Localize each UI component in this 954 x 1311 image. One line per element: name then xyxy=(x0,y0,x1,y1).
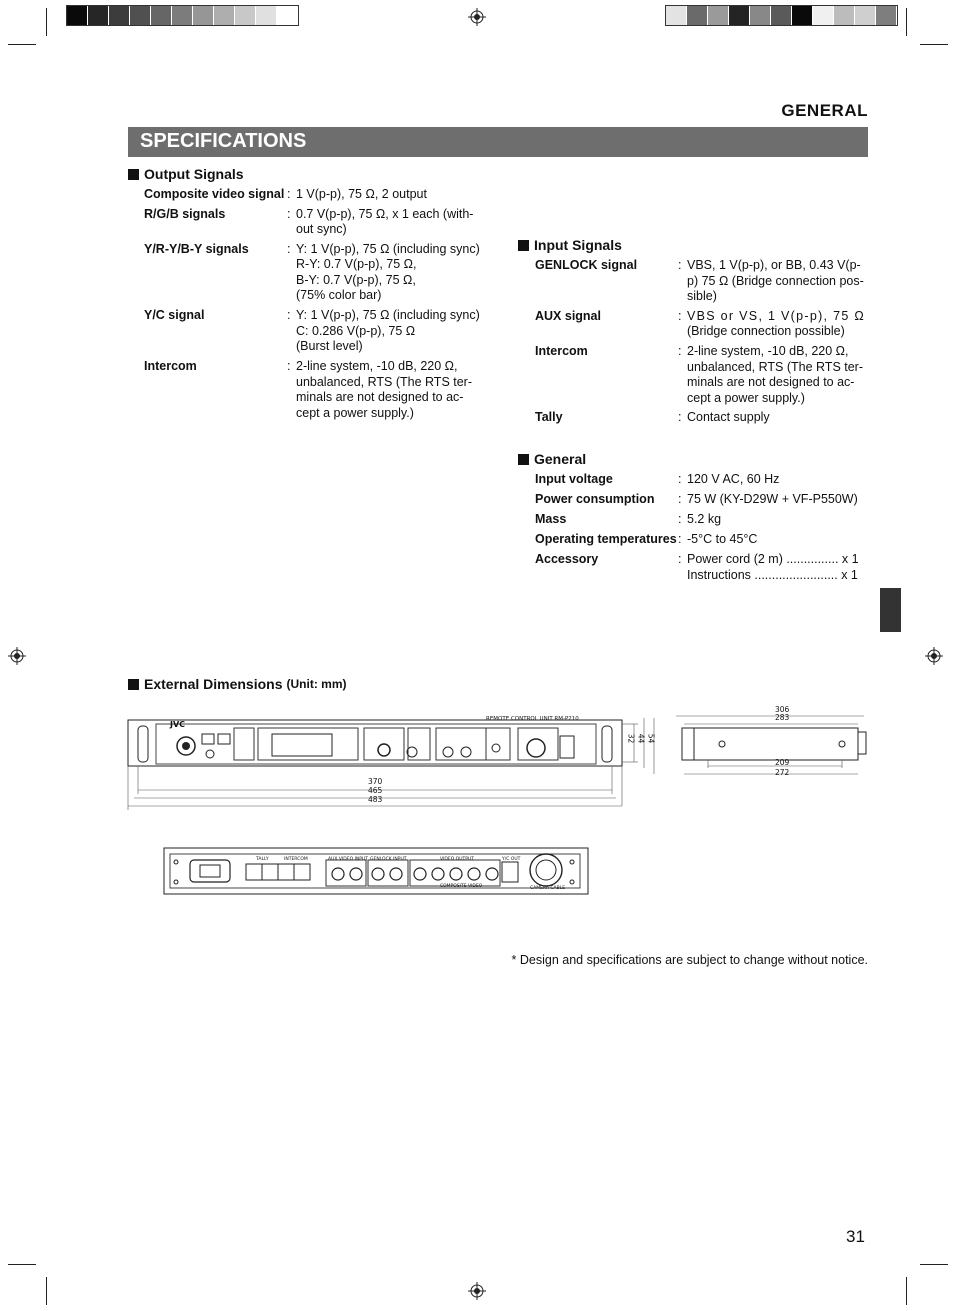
spec-value xyxy=(678,492,869,508)
crop-mark xyxy=(906,1277,907,1305)
spec-value xyxy=(678,472,869,488)
calibration-swatch xyxy=(214,6,235,25)
dim-height-32: 32 xyxy=(626,733,636,744)
spec-label: Mass xyxy=(535,512,567,526)
side-view-drawing xyxy=(672,712,872,780)
spec-value xyxy=(678,308,869,340)
colon-separator: : xyxy=(287,187,291,201)
spec-value-line: 5.2 kg xyxy=(687,512,722,526)
calibration-swatch xyxy=(666,6,687,25)
spec-value-line: 120 V AC, 60 Hz xyxy=(687,472,780,486)
spec-value xyxy=(678,532,869,548)
side-tab-marker xyxy=(880,588,901,632)
spec-value-line: -5°C to 45°C xyxy=(687,532,758,546)
crop-mark xyxy=(920,44,948,45)
spec-value-line: VBS, 1 V(p-p), or BB, 0.43 V(p- xyxy=(687,258,861,272)
registration-mark-icon xyxy=(8,647,26,665)
dim-width-465: 465 xyxy=(368,786,383,795)
page-number: 31 xyxy=(846,1227,865,1246)
colon-separator: : xyxy=(678,472,682,486)
calibration-swatch xyxy=(855,6,876,25)
colon-separator: : xyxy=(287,308,291,323)
registration-mark-icon xyxy=(468,8,486,26)
calibration-swatch xyxy=(277,6,298,25)
square-bullet-icon xyxy=(518,240,529,251)
registration-mark-icon xyxy=(925,647,943,665)
spec-value-line: minals are not designed to ac- xyxy=(296,390,464,404)
spec-label: Power consumption xyxy=(535,492,655,506)
colon-separator: : xyxy=(287,359,291,373)
spec-value-line: (75% color bar) xyxy=(296,288,382,303)
calibration-swatch xyxy=(109,6,130,25)
calibration-swatch xyxy=(792,6,813,25)
spec-value-line: (Bridge connection possible) xyxy=(687,324,845,339)
dim-side-272: 272 xyxy=(775,768,790,777)
calibration-swatch xyxy=(235,6,256,25)
general-heading: General xyxy=(518,451,586,467)
calibration-strip-left xyxy=(66,5,299,26)
spec-value-line: 75 W (KY-D29W + VF-P550W) xyxy=(687,492,858,506)
dim-width-370: 370 xyxy=(368,777,383,786)
calibration-swatch xyxy=(193,6,214,25)
spec-value xyxy=(287,187,480,203)
crop-mark xyxy=(46,8,47,36)
calibration-swatch xyxy=(256,6,277,25)
rear-label-aux-video: AUX VIDEO INPUT xyxy=(328,857,369,862)
colon-separator: : xyxy=(678,258,682,272)
rear-label-genlock: GENLOCK INPUT xyxy=(370,857,407,862)
registration-mark-icon xyxy=(468,1282,486,1300)
spec-value-line: cept a power supply.) xyxy=(687,390,805,405)
spec-value-line: Contact supply xyxy=(687,410,770,425)
calibration-swatch xyxy=(687,6,708,25)
external-dimensions-heading: External Dimensions (Unit: mm) xyxy=(128,676,347,692)
spec-label: Y/R-Y/B-Y signals xyxy=(144,241,249,256)
crop-mark xyxy=(8,1264,36,1265)
spec-label: Composite video signal xyxy=(144,187,285,201)
rear-view-drawing xyxy=(162,846,592,896)
calibration-swatch xyxy=(876,6,897,25)
spec-value-line: Y: 1 V(p-p), 75 Ω (including sync) xyxy=(296,308,480,323)
dim-height-44: 44 xyxy=(636,733,646,744)
spec-label: Intercom xyxy=(535,344,588,358)
calibration-swatch xyxy=(67,6,88,25)
calibration-swatch xyxy=(88,6,109,25)
spec-value xyxy=(287,308,480,355)
title-bar xyxy=(128,127,868,157)
spec-value xyxy=(678,410,869,426)
colon-separator: : xyxy=(287,206,291,221)
spec-value xyxy=(287,206,480,238)
model-label: REMOTE CONTROL UNIT RM-P210 xyxy=(486,716,579,722)
section-header: GENERAL xyxy=(781,101,868,120)
colon-separator: : xyxy=(678,344,682,358)
dim-side-306: 306 xyxy=(775,705,790,714)
spec-label: Input voltage xyxy=(535,472,613,486)
output-signals-heading: Output Signals xyxy=(128,166,244,182)
spec-label: Intercom xyxy=(144,359,197,373)
rear-label-tally: TALLY xyxy=(256,857,269,862)
spec-value-line: p) 75 Ω (Bridge connection pos- xyxy=(687,273,864,288)
spec-value-line: unbalanced, RTS (The RTS ter- xyxy=(687,359,864,374)
spec-label: Y/C signal xyxy=(144,308,205,323)
rear-label-video-output: VIDEO OUTPUT xyxy=(440,857,475,862)
dim-side-283: 283 xyxy=(775,713,790,722)
page-title: SPECIFICATIONS xyxy=(140,130,307,152)
square-bullet-icon xyxy=(128,169,139,180)
calibration-swatch xyxy=(151,6,172,25)
calibration-swatch xyxy=(172,6,193,25)
calibration-strip-right xyxy=(665,5,898,26)
spec-label: AUX signal xyxy=(535,308,601,323)
spec-value-line: sible) xyxy=(687,289,717,303)
spec-label: Operating temperatures xyxy=(535,532,677,546)
spec-value-line: 2-line system, -10 dB, 220 Ω, xyxy=(296,359,458,373)
crop-mark xyxy=(46,1277,47,1305)
colon-separator: : xyxy=(287,241,291,256)
spec-value-line: Y: 1 V(p-p), 75 Ω (including sync) xyxy=(296,241,480,256)
spec-value-line: R-Y: 0.7 V(p-p), 75 Ω, xyxy=(296,257,417,272)
calibration-swatch xyxy=(813,6,834,25)
calibration-swatch xyxy=(130,6,151,25)
spec-value-line: cept a power supply.) xyxy=(296,405,414,420)
calibration-swatch xyxy=(771,6,792,25)
brand-label: JVC xyxy=(170,720,186,729)
crop-mark xyxy=(906,8,907,36)
spec-label: GENLOCK signal xyxy=(535,258,638,272)
calibration-swatch xyxy=(750,6,771,25)
colon-separator: : xyxy=(678,552,682,566)
spec-value xyxy=(678,552,869,583)
colon-separator: : xyxy=(678,492,682,506)
colon-separator: : xyxy=(678,532,682,546)
rear-label-camera-cable: CAMERA CABLE xyxy=(530,886,566,891)
calibration-swatch xyxy=(729,6,750,25)
rear-label-yc-out: Y/C OUT xyxy=(502,857,521,862)
colon-separator: : xyxy=(678,410,682,425)
spec-value-line: (Burst level) xyxy=(296,339,363,354)
spec-value-line: Instructions ........................ x 1 xyxy=(687,567,858,582)
spec-label: R/G/B signals xyxy=(144,206,226,221)
dim-side-209: 209 xyxy=(775,758,790,767)
square-bullet-icon xyxy=(128,679,139,690)
spec-value-line: 0.7 V(p-p), 75 Ω, x 1 each (with- xyxy=(296,206,474,221)
spec-value xyxy=(678,512,869,528)
rear-label-intercom: INTERCOM xyxy=(284,857,308,862)
spec-value-line: 1 V(p-p), 75 Ω, 2 output xyxy=(296,187,427,201)
spec-value-line: 2-line system, -10 dB, 220 Ω, xyxy=(687,344,849,358)
dim-width-483: 483 xyxy=(368,795,383,804)
spec-label: Accessory xyxy=(535,552,599,566)
calibration-swatch xyxy=(834,6,855,25)
spec-value xyxy=(678,344,869,406)
spec-label: Tally xyxy=(535,410,563,425)
colon-separator: : xyxy=(678,512,682,526)
spec-value-line: out sync) xyxy=(296,222,347,237)
spec-value xyxy=(287,359,480,421)
change-notice: * Design and specifications are subject to change without notice. xyxy=(511,953,868,967)
spec-value xyxy=(287,241,480,304)
dim-height-54: 54 xyxy=(646,733,656,744)
spec-value-line: minals are not designed to ac- xyxy=(687,375,855,389)
colon-separator: : xyxy=(678,308,682,323)
square-bullet-icon xyxy=(518,454,529,465)
rear-label-composite: COMPOSITE VIDEO xyxy=(440,884,483,889)
input-signals-heading: Input Signals xyxy=(518,237,622,253)
calibration-swatch xyxy=(708,6,729,25)
front-view-drawing xyxy=(126,714,666,810)
spec-value-line: unbalanced, RTS (The RTS ter- xyxy=(296,374,473,389)
spec-value xyxy=(678,258,869,305)
crop-mark xyxy=(8,44,36,45)
spec-value-line: Power cord (2 m) ............... x 1 xyxy=(687,552,859,566)
spec-value-line: C: 0.286 V(p-p), 75 Ω xyxy=(296,323,416,338)
spec-value-line: VBS or VS, 1 V(p-p), 75 Ω xyxy=(687,308,866,323)
spec-value-line: B-Y: 0.7 V(p-p), 75 Ω, xyxy=(296,272,416,287)
crop-mark xyxy=(920,1264,948,1265)
